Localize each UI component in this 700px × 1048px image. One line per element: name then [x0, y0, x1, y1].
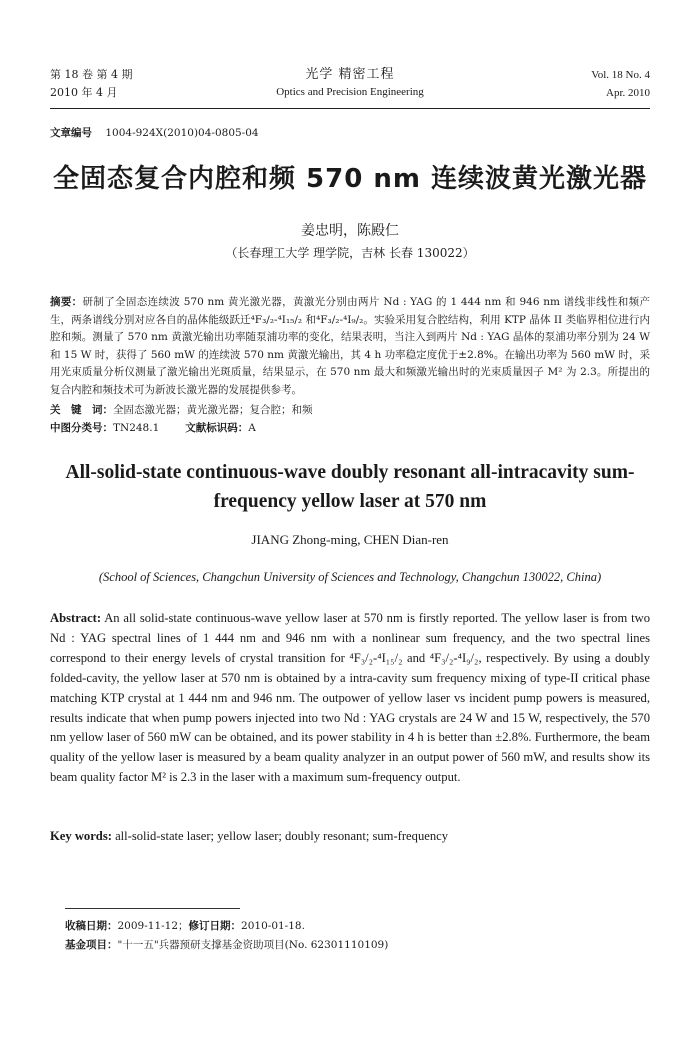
class-value: TN248.1 [113, 422, 160, 434]
revised-date: 2010-01-18. [241, 920, 305, 932]
keywords-cn-text: 全固态激光器；黄光激光器；复合腔；和频 [113, 404, 313, 416]
abstract-en-label: Abstract: [50, 611, 102, 625]
affiliation-cn: （长春理工大学 理学院，吉林 长春 130022） [225, 246, 475, 260]
running-header [50, 66, 650, 106]
keywords-en-text: all-solid-state laser; yellow laser; doubly resonant; sum-frequency [115, 829, 449, 843]
article-number [50, 125, 259, 140]
abstract-cn-label: 摘要： [50, 296, 83, 308]
affiliation-en: (School of Sciences, Changchun University of Sciences and Technology, Changchun 130022, China) [98, 570, 602, 584]
doc-code-label: 文献标识码： [185, 422, 249, 434]
abstract-en-text: An all solid-state continuous-wave yellow laser at 570 nm is firstly reported. The yellow laser is from two Nd : YAG spectral lines of 1 444 nm and 946 nm with a nonlinear sum frequency, and the two spectral lines correspond to their energy levels of crystal transition for ⁴F₃/₂-⁴I₁₅/₂ and ⁴F₃/₂-⁴I₉/₂, respectively. By using a doubly folded-cavity, the yellow laser at 570 nm is obtained by a intra-cavity sum frequency mixing of type-II critical phase matching KTP crystal at 1 444 nm and 946 nm. The outpower of yellow laser vs incident pump powers is measured, results indicate that when pump powers injected into two Nd : YAG crystals are 24 W and 15 W, respectively, the 570 nm yellow laser of 560 mW can be obtained, and its power stability in 4 h is better than ±2.8%. Furthermore, the beam quality of the yellow laser is measured by a beam quality analyzer in an output power of 560 mW, and results show its beam quality factor M² is 2.3 in the laser with a maximum sum-frequency output. [50, 611, 650, 785]
volume-en: Vol. 18 No. 4 [591, 69, 650, 81]
volume-cn: 第 18 卷 第 4 期 [50, 68, 133, 81]
fund-label: 基金项目： [65, 939, 118, 951]
fund-text: "十一五"兵器预研支撑基金资助项目(No. 62301110109) [117, 939, 389, 951]
header-center [50, 66, 650, 101]
article-number-label: 文章编号 [50, 127, 92, 139]
authors-cn: 姜忠明，陈殿仁 [301, 223, 399, 239]
received-date: 2009-11-12； [117, 920, 189, 932]
header-right [591, 66, 650, 102]
title-cn: 全固态复合内腔和频 570 nm 连续波黄光激光器 [52, 164, 648, 194]
article-number-value: 1004-924X(2010)04-0805-04 [105, 127, 259, 139]
abstract-cn [50, 294, 650, 399]
received-label: 收稿日期： [65, 920, 118, 932]
classification [50, 420, 650, 436]
keywords-en [50, 829, 650, 844]
doc-code-value: A [248, 422, 256, 434]
revised-label: 修订日期： [188, 920, 242, 932]
keywords-cn [50, 402, 650, 418]
authors-en: JIANG Zhong-ming, CHEN Dian-ren [251, 532, 449, 547]
class-label: 中图分类号： [50, 422, 113, 434]
title-en: All-solid-state continuous-wave doubly resonant all-intracavity sum-frequency yellow laser at 570 nm [65, 462, 635, 512]
journal-name-cn: 光学 精密工程 [305, 67, 395, 82]
keywords-en-label: Key words: [50, 829, 112, 843]
abstract-en [50, 609, 650, 788]
header-rule [50, 108, 650, 109]
journal-name-en: Optics and Precision Engineering [276, 86, 424, 98]
date-en: Apr. 2010 [606, 87, 650, 99]
abstract-cn-text: 研制了全固态连续波 570 nm 黄光激光器，黄激光分别由两片 Nd : YAG 的 1 444 nm 和 946 nm 谱线非线性和频产生，两条谱线分别对应各自的晶体能级跃迁⁴F₃/₂-⁴I₁₅/₂ 和⁴F₃/₂-⁴I₉/₂。实验采用复合腔结构，利用 KTP 晶体 II 类临界相位进行内腔和频。测量了 570 nm 黄激光输出功率随泵浦功率的变化，结果表明，当注入到两片 Nd : YAG 晶体的泵浦功率分别为 24 W 和 15 W 时，获得了 560 mW 的连续波 570 nm 黄激光输出，其 4 h 功率稳定度优于±2.8%。在输出功率为 560 mW 时，采用光束质量分析仪测量了激光输出光斑质量，结果显示，在 570 nm 最大和频激光输出时的光束质量因子 M² 为 2.3。所提出的复合内腔和频技术可为新波长激光器的发展提供参考。 [50, 296, 650, 396]
date-cn: 2010 年 4 月 [50, 86, 118, 99]
footnote-dates [65, 918, 305, 933]
footnote-fund [65, 937, 388, 952]
footnote-rule [65, 908, 240, 909]
keywords-cn-label: 关 键 词： [50, 404, 113, 416]
